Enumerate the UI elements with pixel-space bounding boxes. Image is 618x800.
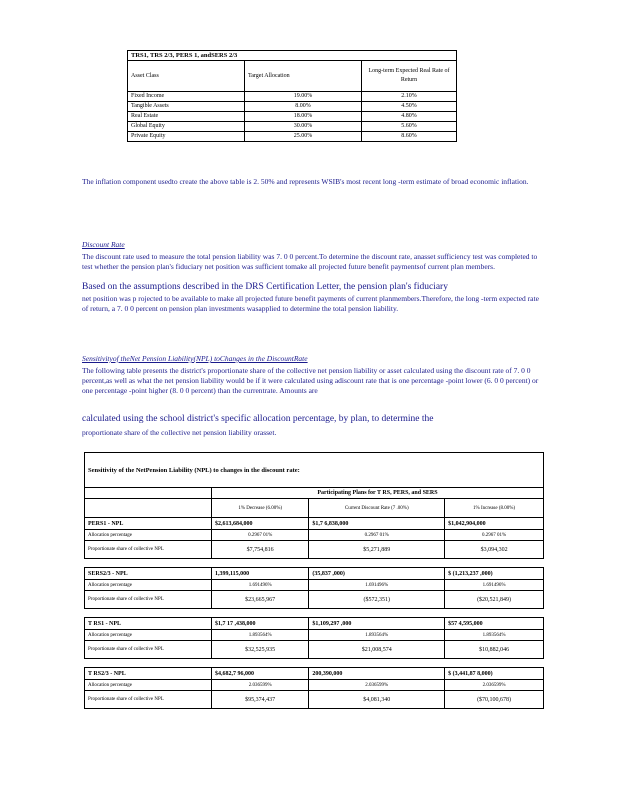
asset-class: Private Equity xyxy=(128,132,245,142)
proportionate-label: Proportionate share of collective NPL xyxy=(85,641,212,659)
allocation-decrease: 1.691496% xyxy=(212,580,309,591)
plan-name: PERS1 - NPL xyxy=(85,518,212,530)
proportionate-label: Proportionate share of collective NPL xyxy=(85,691,212,709)
asset-class: Tangible Assets xyxy=(128,102,245,112)
sensitivity-paragraph-1: The following table presents the district's proportionate share of the collective net pension liability or asset calculated using the discount rate of 7. 0 0 percent,as well as what the net pension liability would be if it were calculated using adiscount rate that is one percentage -point lower (6. 0 0 percent) or one percentage -point higher (8. 0 0 percent) than the currentrate. Amounts are xyxy=(82,366,539,395)
proportionate-increase: ($20,521,849) xyxy=(445,591,544,609)
proportionate-decrease: $7,754,816 xyxy=(212,541,309,559)
proportionate-increase: $3,094,302 xyxy=(445,541,544,559)
sensitivity-paragraph-3: proportionate share of the collective net pension liability orasset. xyxy=(82,428,277,437)
allocation-increase: 1.691496% xyxy=(445,580,544,591)
proportionate-label: Proportionate share of collective NPL xyxy=(85,541,212,559)
sensitivity-table-title: Sensitivity of the NetPension Liability (NPL) to changes in the discount rate: xyxy=(85,453,544,488)
allocation-label: Allocation percentage xyxy=(85,630,212,641)
proportionate-current: $4,081,340 xyxy=(309,691,445,709)
target-allocation: 8.00% xyxy=(245,102,362,112)
asset-class: Global Equity xyxy=(128,122,245,132)
discount-paragraph-2: Based on the assumptions described in the DRS Certification Letter, the pension plan's fiduciary xyxy=(82,282,448,292)
asset-allocation-table xyxy=(127,50,457,142)
table-row xyxy=(85,668,544,680)
allocation-current: 1.691496% xyxy=(309,580,445,591)
proportionate-current: $5,271,889 xyxy=(309,541,445,559)
allocation-decrease: 2.036599% xyxy=(212,680,309,691)
npl-current: $1,7 6,838,000 xyxy=(309,518,445,530)
expected-return: 4.80% xyxy=(362,112,457,122)
allocation-label: Allocation percentage xyxy=(85,680,212,691)
table-row xyxy=(128,92,457,102)
proportionate-current: $21,008,574 xyxy=(309,641,445,659)
col-expected-return: Long-term Expected Real Rate of Return xyxy=(362,61,457,92)
target-allocation: 19.00% xyxy=(245,92,362,102)
discount-rate-heading: Discount Rate xyxy=(82,240,125,249)
proportionate-current: ($572,351) xyxy=(309,591,445,609)
target-allocation: 30.00% xyxy=(245,122,362,132)
npl-current: 200,390,000 xyxy=(309,668,445,680)
allocation-decrease: 0.2967 01% xyxy=(212,530,309,541)
proportionate-decrease: $95,374,437 xyxy=(212,691,309,709)
col-asset-class: Asset Class xyxy=(128,61,245,92)
npl-decrease: $2,613,684,000 xyxy=(212,518,309,530)
sensitivity-table xyxy=(84,452,544,709)
plan-name: T RS1 - NPL xyxy=(85,618,212,630)
participating-plans-header: Participating Plans for T RS, PERS, and SERS xyxy=(212,488,544,499)
inflation-paragraph: The inflation component usedto create the above table is 2. 50% and represents WSIB's most recent long -term estimate of broad economic inflation. xyxy=(82,177,529,186)
target-allocation: 18.00% xyxy=(245,112,362,122)
table-row xyxy=(128,112,457,122)
allocation-increase: 1.893564% xyxy=(445,630,544,641)
discount-paragraph-1: The discount rate used to measure the total pension liability was 7. 0 0 percent.To determine the discount rate, anasset sufficiency test was completed to test whether the pension plan's fiduciary net position was sufficient tomake all projected future benefit paymentsof current plan members. xyxy=(82,252,538,271)
sensitivity-heading: Sensitivityof theNet Pension Liability(NPL) toChanges in the DiscountRate xyxy=(82,354,308,363)
npl-decrease: $4,682,7 96,000 xyxy=(212,668,309,680)
npl-decrease: $1,7 17 ,438,000 xyxy=(212,618,309,630)
plan-name: SERS2/3 - NPL xyxy=(85,568,212,580)
npl-increase: $ (1,213,237 ,000) xyxy=(445,568,544,580)
target-allocation: 25.00% xyxy=(245,132,362,142)
proportionate-increase: ($70,100,678) xyxy=(445,691,544,709)
allocation-increase: 2.036599% xyxy=(445,680,544,691)
proportionate-decrease: $32,525,935 xyxy=(212,641,309,659)
npl-current: (35,837 ,000) xyxy=(309,568,445,580)
proportionate-increase: $10,882,046 xyxy=(445,641,544,659)
expected-return: 5.60% xyxy=(362,122,457,132)
allocation-current: 2.036599% xyxy=(309,680,445,691)
col-decrease: 1% Decrease (6.00%) xyxy=(212,499,309,518)
npl-increase: $1,042,904,000 xyxy=(445,518,544,530)
discount-paragraph-3: net position was p rojected to be available to make all projected future benefit payments of current planmembers.Therefore, the long -term expected rate of return, a 7. 0 0 percent on pension plan investments wasapplied to determine the total pension liability. xyxy=(82,294,539,313)
table-header: TRS1, TRS 2/3, PERS 1, andSERS 2/3 xyxy=(128,51,457,61)
allocation-current: 1.893564% xyxy=(309,630,445,641)
table-row xyxy=(128,122,457,132)
proportionate-label: Proportionate share of collective NPL xyxy=(85,591,212,609)
expected-return: 4.50% xyxy=(362,102,457,112)
allocation-label: Allocation percentage xyxy=(85,530,212,541)
asset-class: Fixed Income xyxy=(128,92,245,102)
table-row xyxy=(85,618,544,630)
allocation-decrease: 1.893564% xyxy=(212,630,309,641)
npl-increase: $ (3,441,87 8,000) xyxy=(445,668,544,680)
col-increase: 1% Increase (8.00%) xyxy=(445,499,544,518)
table-row xyxy=(85,568,544,580)
allocation-current: 0.2967 01% xyxy=(309,530,445,541)
sensitivity-paragraph-2: calculated using the school district's specific allocation percentage, by plan, to determine the xyxy=(82,414,434,424)
asset-class: Real Estate xyxy=(128,112,245,122)
expected-return: 2.10% xyxy=(362,92,457,102)
proportionate-decrease: $23,665,967 xyxy=(212,591,309,609)
allocation-label: Allocation percentage xyxy=(85,580,212,591)
expected-return: 8.60% xyxy=(362,132,457,142)
npl-current: $1,109,297 ,000 xyxy=(309,618,445,630)
col-current: Current Discount Rate (7 .00%) xyxy=(309,499,445,518)
table-row xyxy=(128,132,457,142)
allocation-increase: 0.2967 01% xyxy=(445,530,544,541)
plan-name: T RS2/3 - NPL xyxy=(85,668,212,680)
npl-decrease: 1,399,115,000 xyxy=(212,568,309,580)
npl-increase: $57 4,595,000 xyxy=(445,618,544,630)
col-target-allocation: Target Allocation xyxy=(245,61,362,92)
table-row xyxy=(128,102,457,112)
table-row xyxy=(85,518,544,530)
